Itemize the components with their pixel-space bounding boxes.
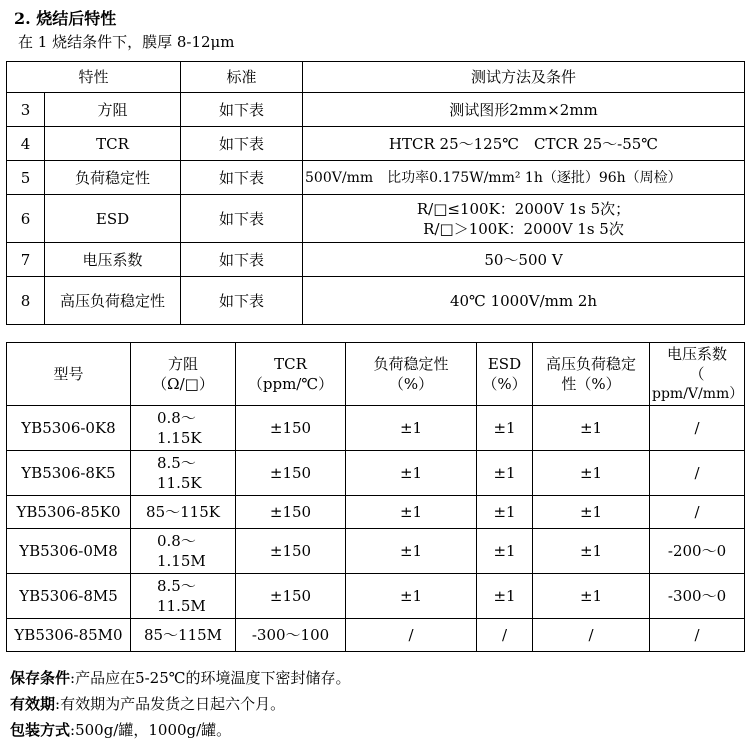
cell-esd: ±1 bbox=[477, 406, 533, 451]
header-hv-stability: 高压负荷稳定性（%） bbox=[533, 343, 650, 406]
header-vc-open: （ bbox=[689, 365, 705, 383]
cell-resistance-from: 8.5～ bbox=[157, 577, 196, 595]
row-method: 50～500 V bbox=[303, 243, 745, 277]
row-name: 高压负荷稳定性 bbox=[45, 277, 181, 325]
notes-section bbox=[10, 665, 351, 743]
header-method: 测试方法及条件 bbox=[303, 62, 745, 93]
header-esd-unit: （%） bbox=[482, 375, 527, 393]
cell-hv: ±1 bbox=[533, 406, 650, 451]
cell-resistance bbox=[131, 529, 236, 574]
cell-resistance: 85～115M bbox=[131, 619, 236, 652]
row-method: HTCR 25～125℃ CTCR 25～-55℃ bbox=[303, 127, 745, 161]
cell-load: ±1 bbox=[346, 496, 477, 529]
row-name: 方阻 bbox=[45, 93, 181, 127]
row-method: 500V/mm 比功率0.175W/mm² 1h（逐批）96h（周检） bbox=[303, 161, 745, 195]
row-method bbox=[303, 195, 745, 243]
row-standard: 如下表 bbox=[181, 277, 303, 325]
cell-hv: ±1 bbox=[533, 451, 650, 496]
table-row bbox=[7, 451, 745, 496]
header-characteristic: 特性 bbox=[7, 62, 181, 93]
cell-model: YB5306-85K0 bbox=[7, 496, 131, 529]
cell-load: ±1 bbox=[346, 406, 477, 451]
row-method: 测试图形2mm×2mm bbox=[303, 93, 745, 127]
table-header-row bbox=[7, 343, 745, 406]
row-name: ESD bbox=[45, 195, 181, 243]
header-esd-title: ESD bbox=[487, 355, 522, 373]
cell-esd: ±1 bbox=[477, 496, 533, 529]
validity-text: :有效期为产品发货之日起六个月。 bbox=[55, 695, 286, 713]
header-model: 型号 bbox=[7, 343, 131, 406]
cell-resistance-from: 0.8～ bbox=[157, 532, 196, 550]
table-row bbox=[7, 574, 745, 619]
cell-esd: / bbox=[477, 619, 533, 652]
validity-note bbox=[10, 691, 351, 717]
table-row bbox=[7, 619, 745, 652]
row-number: 5 bbox=[7, 161, 45, 195]
packing-text: :500g/罐，1000g/罐。 bbox=[70, 721, 232, 739]
storage-text: :产品应在5-25℃的环境温度下密封储存。 bbox=[70, 669, 351, 687]
validity-label: 有效期 bbox=[10, 695, 56, 713]
table-row bbox=[7, 406, 745, 451]
cell-esd: ±1 bbox=[477, 529, 533, 574]
cell-hv: ±1 bbox=[533, 529, 650, 574]
cell-vc: -300～0 bbox=[650, 574, 745, 619]
cell-resistance-to: 11.5K bbox=[157, 474, 202, 492]
header-vc-title: 电压系数 bbox=[666, 345, 727, 363]
header-tcr-unit: （ppm/℃） bbox=[247, 375, 334, 393]
cell-resistance bbox=[131, 406, 236, 451]
cell-esd: ±1 bbox=[477, 574, 533, 619]
row-method: 40℃ 1000V/mm 2h bbox=[303, 277, 745, 325]
table-row bbox=[7, 195, 745, 243]
row-standard: 如下表 bbox=[181, 93, 303, 127]
header-load-unit: （%） bbox=[388, 375, 434, 393]
cell-resistance bbox=[131, 451, 236, 496]
cell-tcr: ±150 bbox=[236, 496, 346, 529]
header-resistance-title: 方阻 bbox=[167, 355, 198, 373]
header-voltage-coefficient bbox=[650, 343, 745, 406]
cell-tcr: ±150 bbox=[236, 406, 346, 451]
cell-resistance-from: 8.5～ bbox=[157, 454, 196, 472]
header-load-title: 负荷稳定性 bbox=[373, 355, 449, 373]
esd-condition-line-1: R/□≤100K：2000V 1s 5次； bbox=[416, 199, 631, 218]
cell-resistance-to: 11.5M bbox=[157, 597, 206, 615]
row-standard: 如下表 bbox=[181, 161, 303, 195]
header-resistance-unit: （Ω/□） bbox=[152, 375, 214, 393]
packing-label: 包装方式 bbox=[10, 721, 71, 739]
table-row bbox=[7, 277, 745, 325]
product-spec-table bbox=[6, 342, 745, 652]
cell-hv: / bbox=[533, 619, 650, 652]
cell-model: YB5306-85M0 bbox=[7, 619, 131, 652]
header-resistance bbox=[131, 343, 236, 406]
header-esd bbox=[477, 343, 533, 406]
esd-condition-line-2: R/□＞100K：2000V 1s 5次 bbox=[423, 219, 624, 238]
cell-model: YB5306-8K5 bbox=[7, 451, 131, 496]
row-number: 8 bbox=[7, 277, 45, 325]
cell-model: YB5306-0K8 bbox=[7, 406, 131, 451]
characteristics-table bbox=[6, 61, 745, 325]
row-name: 负荷稳定性 bbox=[45, 161, 181, 195]
cell-vc: / bbox=[650, 451, 745, 496]
cell-tcr: ±150 bbox=[236, 529, 346, 574]
row-standard: 如下表 bbox=[181, 127, 303, 161]
row-number: 3 bbox=[7, 93, 45, 127]
table-row bbox=[7, 529, 745, 574]
row-name: 电压系数 bbox=[45, 243, 181, 277]
header-tcr bbox=[236, 343, 346, 406]
cell-hv: ±1 bbox=[533, 496, 650, 529]
header-standard: 标准 bbox=[181, 62, 303, 93]
cell-tcr: ±150 bbox=[236, 451, 346, 496]
cell-vc: -200～0 bbox=[650, 529, 745, 574]
table-row bbox=[7, 496, 745, 529]
storage-label: 保存条件 bbox=[10, 669, 71, 687]
cell-tcr: ±150 bbox=[236, 574, 346, 619]
cell-resistance: 85～115K bbox=[131, 496, 236, 529]
cell-load: ±1 bbox=[346, 574, 477, 619]
table-row bbox=[7, 243, 745, 277]
table-header-row bbox=[7, 62, 745, 93]
cell-vc: / bbox=[650, 496, 745, 529]
header-load-stability bbox=[346, 343, 477, 406]
section-subheading: 在 1 烧结条件下，膜厚 8-12μm bbox=[18, 33, 235, 51]
table-row bbox=[7, 127, 745, 161]
cell-load: / bbox=[346, 619, 477, 652]
packing-note bbox=[10, 717, 351, 743]
cell-resistance bbox=[131, 574, 236, 619]
cell-load: ±1 bbox=[346, 529, 477, 574]
cell-model: YB5306-0M8 bbox=[7, 529, 131, 574]
header-vc-unit: ppm/V/mm） bbox=[652, 386, 744, 402]
row-number: 6 bbox=[7, 195, 45, 243]
cell-resistance-to: 1.15M bbox=[157, 552, 206, 570]
cell-hv: ±1 bbox=[533, 574, 650, 619]
cell-model: YB5306-8M5 bbox=[7, 574, 131, 619]
cell-vc: / bbox=[650, 406, 745, 451]
row-number: 4 bbox=[7, 127, 45, 161]
storage-note bbox=[10, 665, 351, 691]
table-row bbox=[7, 93, 745, 127]
section-heading: 2. 烧结后特性 bbox=[14, 9, 117, 28]
header-tcr-title: TCR bbox=[274, 355, 307, 373]
cell-resistance-to: 1.15K bbox=[157, 429, 202, 447]
cell-vc: / bbox=[650, 619, 745, 652]
row-name: TCR bbox=[45, 127, 181, 161]
row-standard: 如下表 bbox=[181, 243, 303, 277]
cell-esd: ±1 bbox=[477, 451, 533, 496]
cell-load: ±1 bbox=[346, 451, 477, 496]
row-number: 7 bbox=[7, 243, 45, 277]
cell-resistance-from: 0.8～ bbox=[157, 409, 196, 427]
table-row bbox=[7, 161, 745, 195]
row-standard: 如下表 bbox=[181, 195, 303, 243]
cell-tcr: -300～100 bbox=[236, 619, 346, 652]
